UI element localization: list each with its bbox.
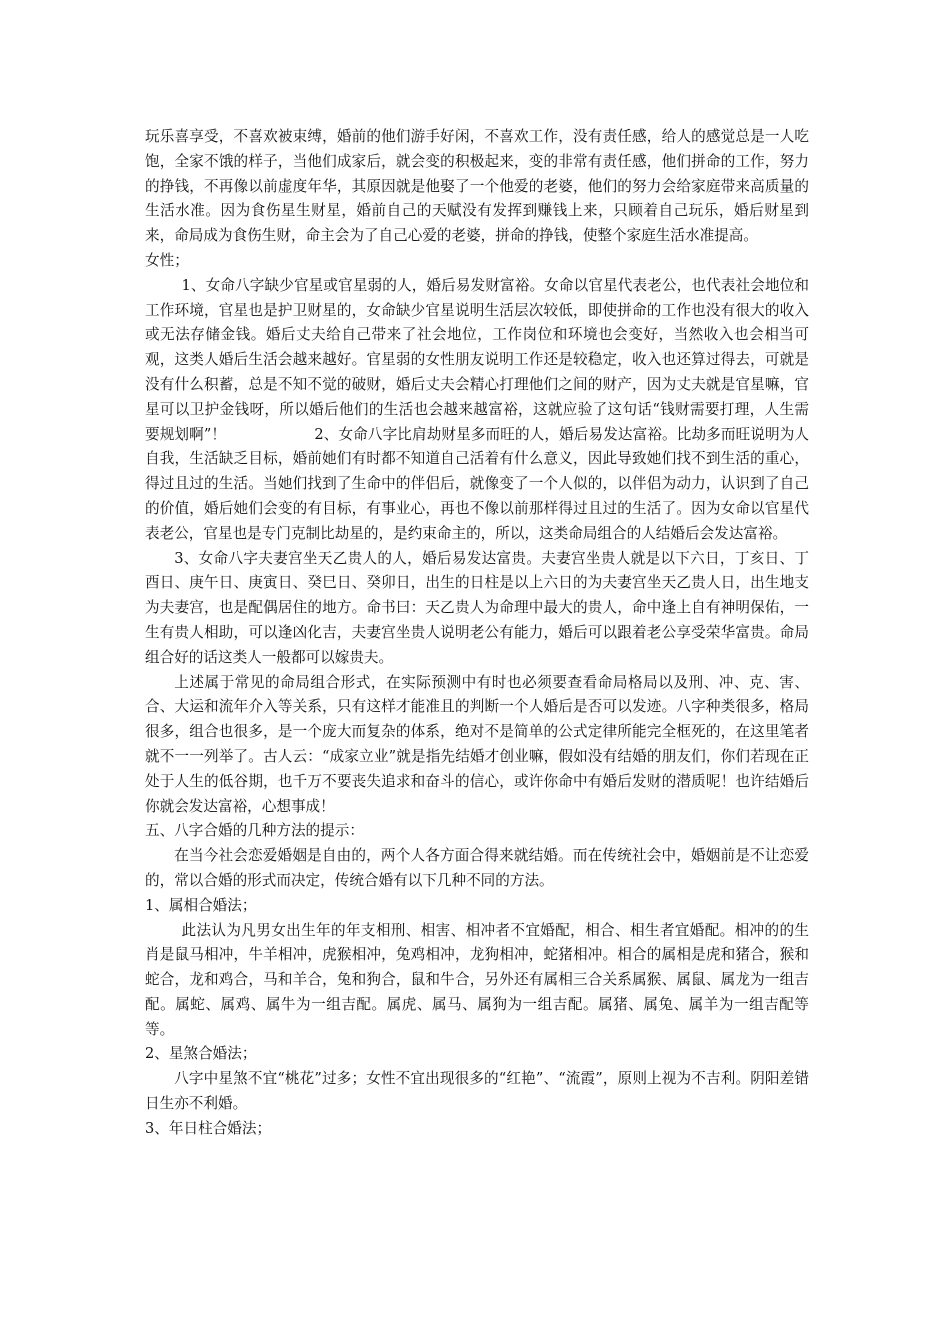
subheading-1: 1、属相合婚法； bbox=[145, 896, 257, 914]
subheading-2: 2、星煞合婚法； bbox=[145, 1045, 257, 1063]
paragraph-9: 此法认为凡男女出生年的年支相刑、相害、相冲者不宜婚配，相合、相生者宜婚配。相冲的的生肖是鼠马相冲，牛羊相冲，虎猴相冲，兔鸡相冲，龙狗相冲，蛇猪相冲。相合的属相是虎和猪合，猴和蛇合，龙和鸡合，马和羊合，兔和狗合，鼠和牛合，另外还有属相三合关系属猴、属鼠、属龙为一组吉配。属蛇、属鸡、属牛为一组吉配。属虎、属马、属狗为一组吉配。属猪、属兔、属羊为一组吉配等等。 bbox=[145, 921, 809, 1038]
paragraph-2: 女性； bbox=[145, 251, 189, 269]
paragraph-5: 上述属于常见的命局组合形式，在实际预测中有时也必须要查看命局格局以及刑、冲、克、害、合、大运和流年介入等关系，只有这样才能准且的判断一个人婚后是否可以发迹。八字种类很多，格局很多，组合也很多，是一个庞大而复杂的体系，绝对不是简单的公式定律所能完全框死的，在这里笔者就不一一列举了。古人云：“成家立业”就是指先结婚才创业嘛，假如没有结婚的朋友们，你们若现在正处于人生的低谷期，也千万不要丧失追求和奋斗的信心，或许你命中有婚后发财的潜质呢！也许结婚后你就会发达富裕，心想事成！ bbox=[145, 673, 809, 815]
paragraph-11: 八字中星煞不宜“桃花”过多；女性不宜出现很多的“红艳”、“流霞”，原则上视为不吉利。阴阳差错日生亦不利婚。 bbox=[145, 1070, 809, 1113]
section-heading-5: 五、八字合婚的几种方法的提示： bbox=[145, 822, 364, 840]
document-page bbox=[145, 125, 809, 1142]
paragraph-7: 在当今社会恋爱婚姻是自由的，两个人各方面合得来就结婚。而在传统社会中，婚姻前是不让恋爱的，常以合婚的形式而决定，传统合婚有以下几种不同的方法。 bbox=[145, 847, 809, 889]
paragraph-1: 玩乐喜享受，不喜欢被束缚，婚前的他们游手好闲，不喜欢工作，没有责任感，给人的感觉总是一人吃饱，全家不饿的样子，当他们成家后，就会变的积极起来，变的非常有责任感，他们拼命的工作，努力的挣钱，不再像以前虚度年华，其原因就是他娶了一个他爱的老婆，他们的努力会给家庭带来高质量的生活水准。因为食伤星生财星，婚前自己的天赋没有发挥到赚钱上来，只顾着自己玩乐，婚后财星到来，命局成为食伤生财，命主会为了自己心爱的老婆，拼命的挣钱，使整个家庭生活水准提高。 bbox=[145, 128, 809, 245]
paragraph-3: 1、女命八字缺少官星或官星弱的人，婚后易发财富裕。女命以官星代表老公，也代表社会地位和工作环境，官星也是护卫财星的，女命缺少官星说明生活层次较低，即使拼命的工作也没有很大的收入或无法存储金钱。婚后丈夫给自己带来了社会地位，工作岗位和环境也会变好，当然收入也会相当可观，这类人婚后生活会越来越好。官星弱的女性朋友说明工作还是较稳定，收入也还算过得去，可就是没有什么积蓄，总是不知不觉的破财，婚后丈夫会精心打理他们之间的财产，因为丈夫就是官星嘛，官星可以卫护金钱呀，所以婚后他们的生活也会越来越富裕，这就应验了这句话“钱财需要打理，人生需要规划啊”！ 2、女命八字比肩劫财星多而旺的人，婚后易发达富裕。比劫多而旺说明为人自我，生活缺乏目标，婚前她们有时都不知道自己活着有什么意义，因此导致她们找不到生活的重心，得过且过的生活。当她们找到了生命中的伴侣后，就像变了一个人似的，以伴侣为动力，认识到了自己的价值，婚后她们会变的有目标，有事业心，再也不像以前那样得过且过的生活了。因为女命以官星代表老公，官星也是专门克制比劫星的，是约束命主的，所以，这类命局组合的人结婚后会发达富裕。 bbox=[145, 276, 809, 542]
paragraph-4: 3、女命八字夫妻宫坐天乙贵人的人，婚后易发达富贵。夫妻宫坐贵人就是以下六日，丁亥日、丁酉日、庚午日、庚寅日、癸巳日、癸卯日，出生的日柱是以上六日的为夫妻宫坐天乙贵人日，出生地支为夫妻宫，也是配偶居住的地方。命书曰：天乙贵人为命理中最大的贵人，命中逢上自有神明保佑，一生有贵人相助，可以逢凶化吉，夫妻宫坐贵人说明老公有能力，婚后可以跟着老公享受荣华富贵。命局组合好的话这类人一般都可以嫁贵夫。 bbox=[145, 549, 809, 666]
subheading-3: 3、年日柱合婚法； bbox=[145, 1119, 272, 1137]
